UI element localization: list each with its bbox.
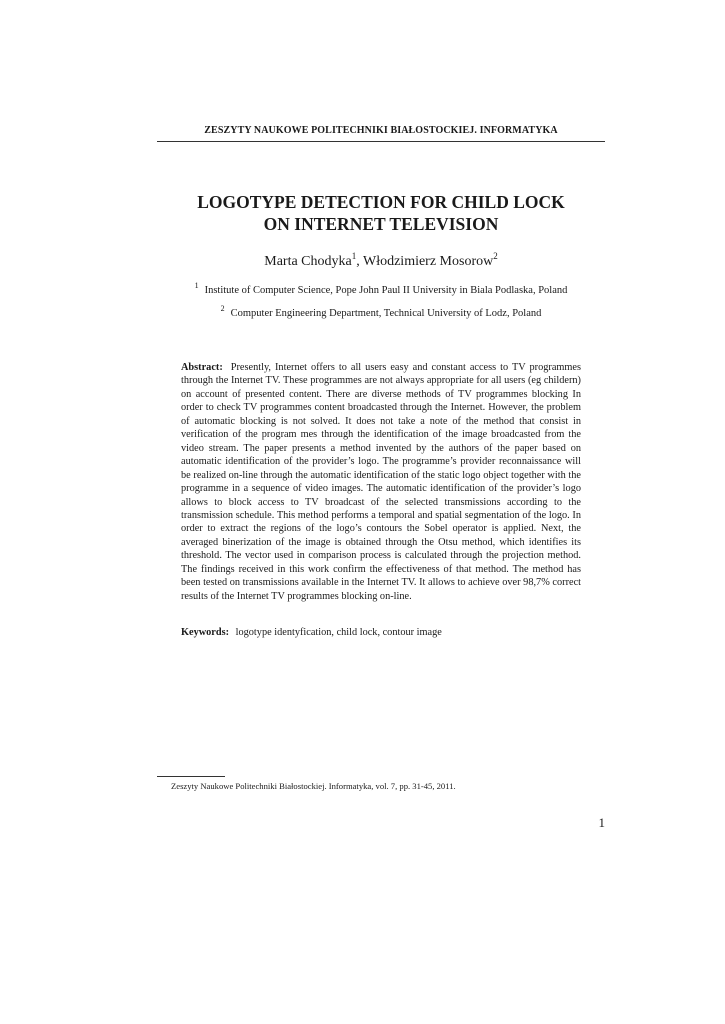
author-name: Marta Chodyka (264, 254, 352, 269)
running-head: ZESZYTY NAUKOWE POLITECHNIKI BIAŁOSTOCKIEJ. INFORMATYKA (204, 125, 558, 136)
author-separator: , (356, 254, 363, 269)
abstract (181, 361, 581, 603)
affiliation-mark: 1 (194, 281, 199, 290)
affiliation-2 (157, 304, 605, 319)
keywords (181, 627, 581, 638)
author-affiliation-mark: 1 (351, 251, 357, 261)
author-name: Włodzimierz Mosorow (362, 254, 494, 269)
keywords-text: logotype identyfication, child lock, contour image (235, 627, 442, 638)
affiliation-1 (157, 281, 605, 296)
affiliation-mark: 2 (220, 304, 225, 313)
abstract-label: Abstract: (181, 362, 223, 373)
affiliation-text: Computer Engineering Department, Technical University of Lodz, Poland (230, 308, 542, 319)
footnote-citation: Zeszyty Naukowe Politechniki Białostockiej. Informatyka, vol. 7, pp. 31-45, 2011. (171, 781, 456, 791)
abstract-text: Presently, Internet offers to all users easy and constant access to TV programmes through the Internet TV. These programmes are not always appropriate for all users (eg childern) on account of presented content. There are diverse methods of TV programmes blocking In order to check TV programmes content broadcasted through the Internet. However, the problem of automatic blocking is not solved. It does not take a note of the method that consist in verification of the program mes through the identification of the image broadcasted from the video stream. The paper presents a method invented by the authors of the paper based on automatic identification of the provider’s logo. The programme’s provider reconnaissance will be realized on-line through the automatic identification of the static logo object together with the programme in a sequence of video images. The automatic identification of the provider’s logo allows to block access to TV broadcast of the selected transmissions according to the transmission schedule. This method performs a temporal and spatial segmentation of the logo. In order to extract the regions of the logo’s contours the Sobel operator is applied. Next, the averaged binerization of the image is obtained through the Otsu method, which identifies its threshold. The vector used in comparison process is calculated through the projection method. The findings received in this work confirm the effectiveness of that method. The method has been tested on transmissions available in the Internet TV. It allows to achieve over 98,7% correct results of the Internet TV programmes blocking on-line. (181, 362, 582, 602)
affiliation-text: Institute of Computer Science, Pope John Paul II University in Biala Podlaska, Poland (204, 285, 568, 296)
paper-title (157, 191, 605, 235)
title-line-2: ON INTERNET TELEVISION (263, 214, 499, 234)
title-line-1: LOGOTYPE DETECTION FOR CHILD LOCK (197, 192, 565, 212)
footnote-rule (157, 776, 225, 777)
header-rule (157, 141, 605, 142)
author-affiliation-mark: 2 (493, 251, 498, 261)
page-number: 1 (598, 815, 605, 830)
authors (157, 251, 605, 270)
keywords-label: Keywords: (181, 627, 230, 638)
